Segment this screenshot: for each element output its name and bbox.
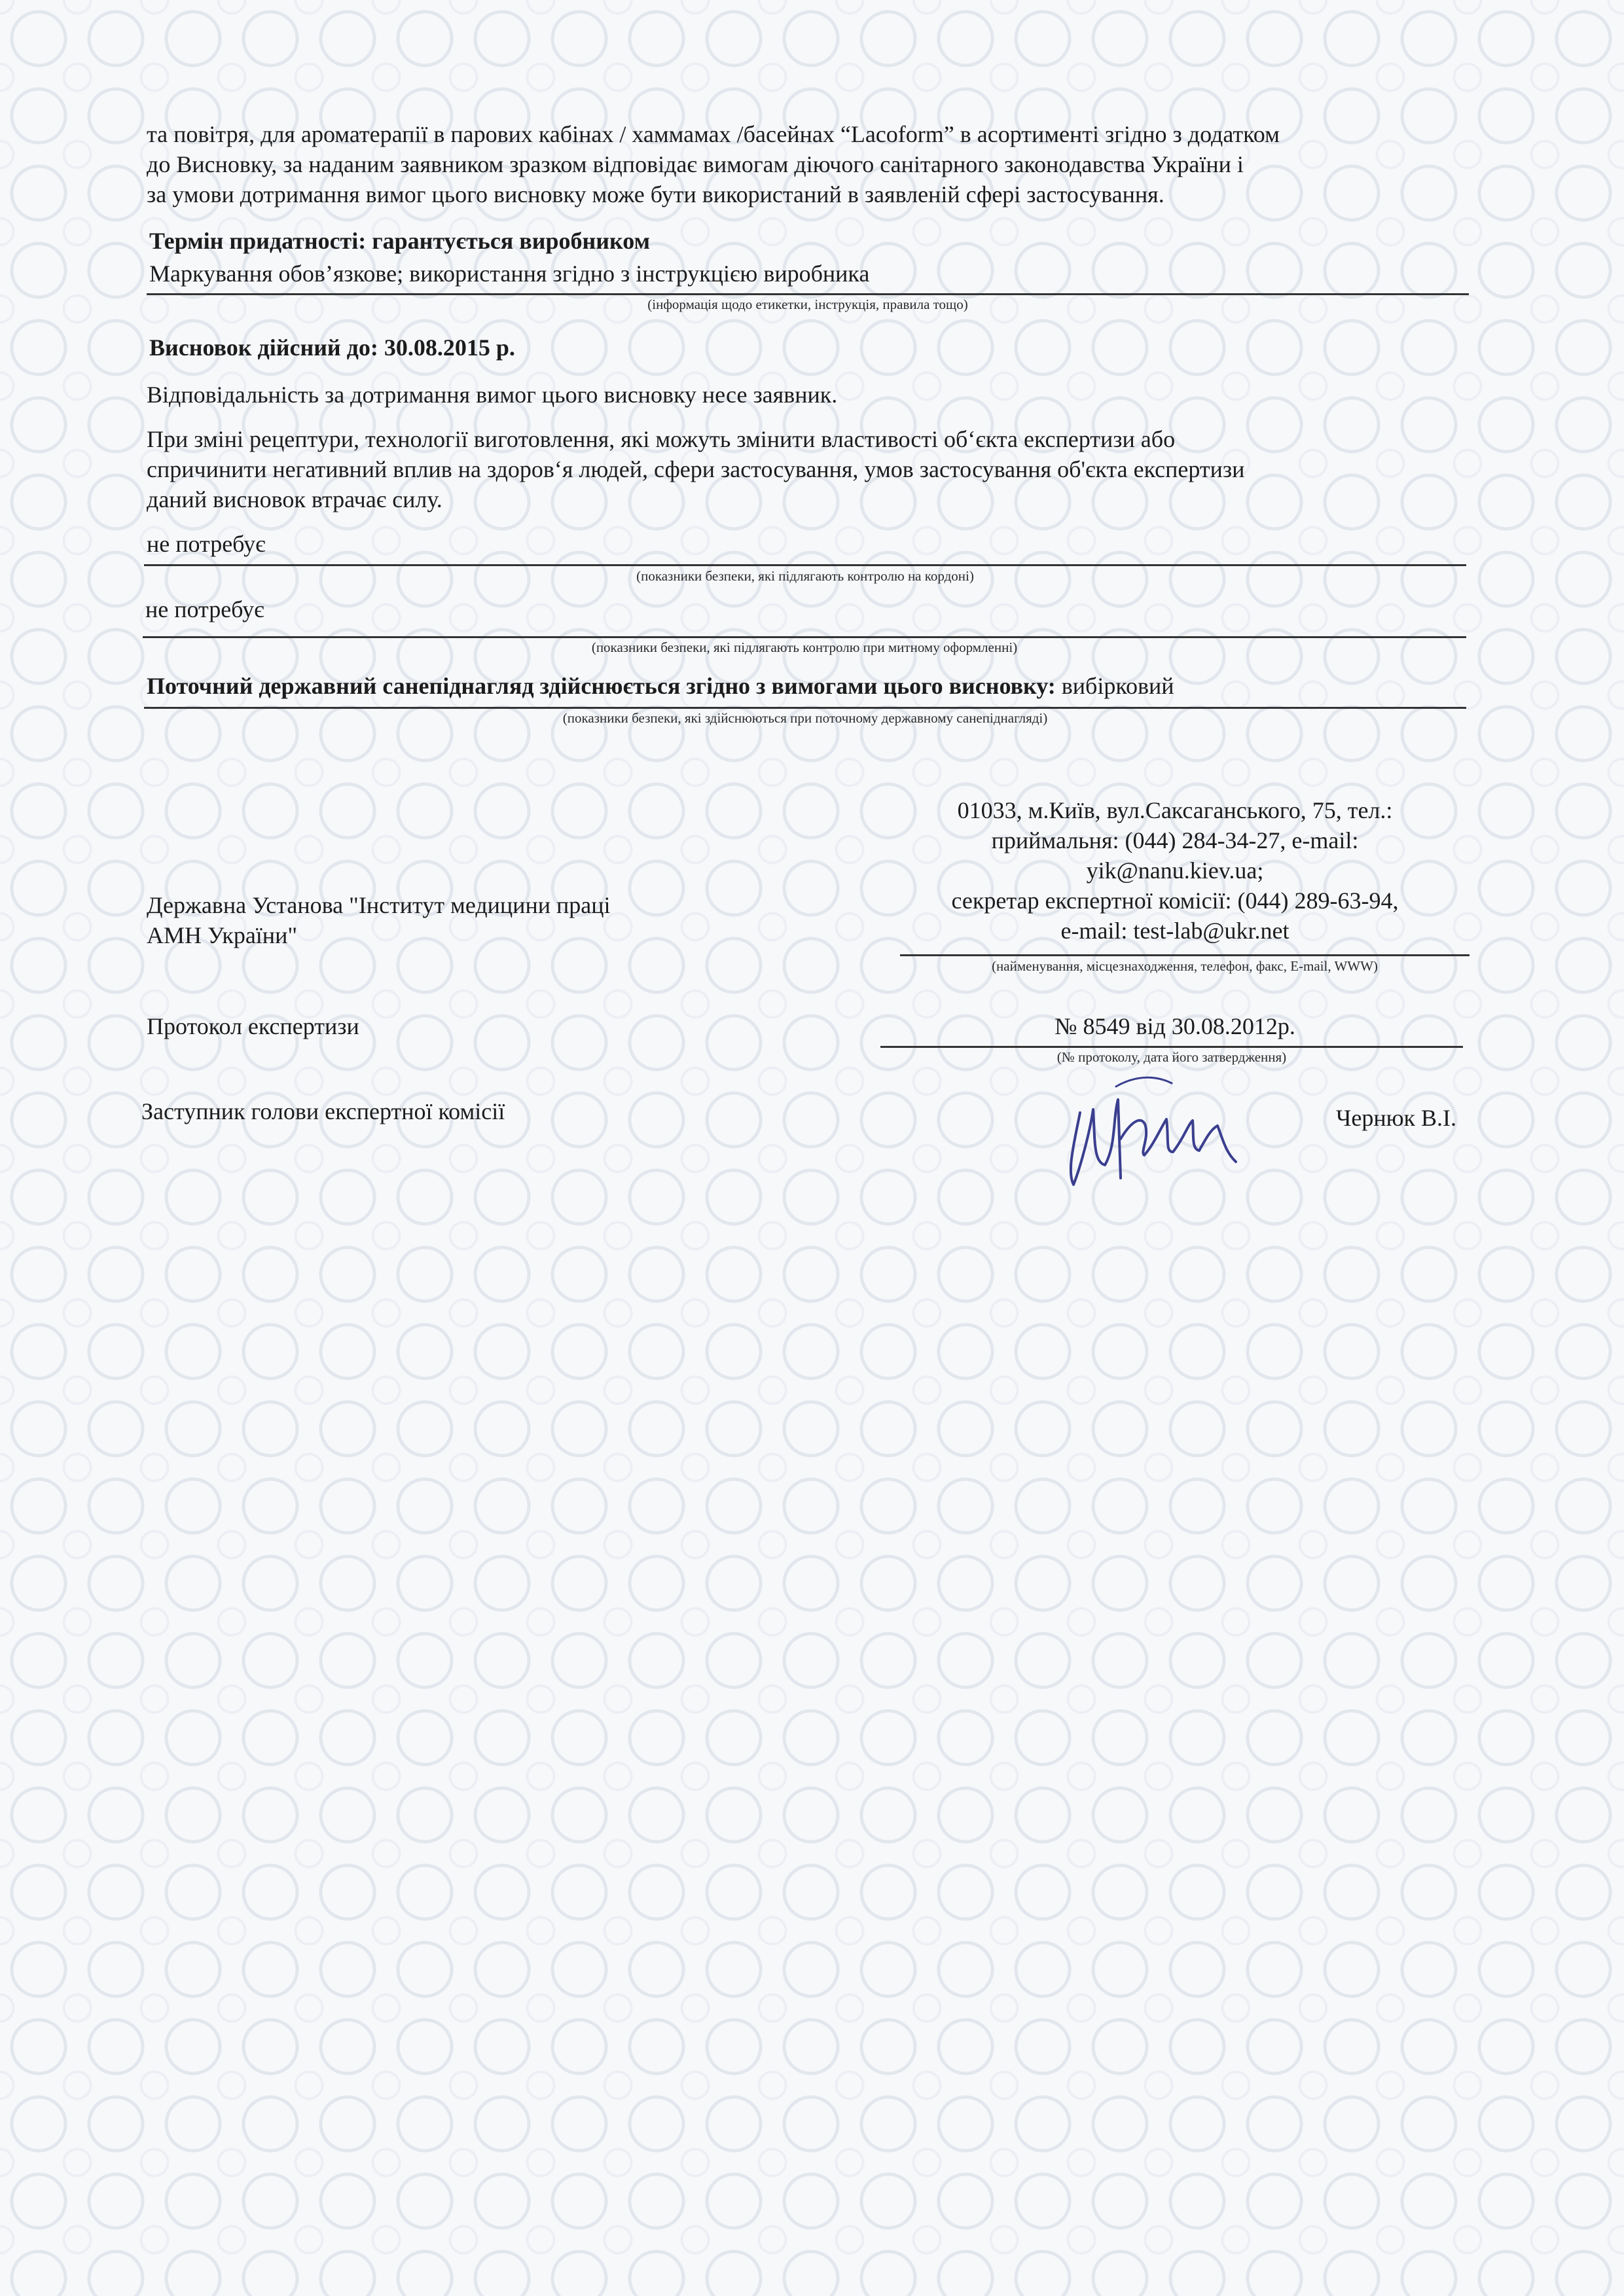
border-control-caption: (показники безпеки, які підлягають контролю на кордоні) [636,568,974,584]
institution-address [880,795,1470,946]
signatory-name: Чернюк В.І. [1335,1105,1456,1131]
intro-line: до Висновку, за наданим заявником зразком відповідає вимогам діючого санітарного законодавства України і [147,151,1244,177]
labeling-rule [147,293,1469,295]
supervision-caption: (показники безпеки, які здійснюються при поточному державному санепіднагляді) [562,710,1048,726]
labeling-caption: (інформація щодо етикетки, інструкція, правила тощо) [647,296,968,312]
intro-line: за умови дотримання вимог цього висновку може бути використаний в заявленій сфері застосування. [147,181,1164,207]
address-line: 01033, м.Київ, вул.Саксаганського, 75, тел.: [957,797,1393,823]
address-line: секретар експертної комісії: (044) 289-63-94, [951,888,1399,914]
protocol-label: Протокол експертизи [147,1013,359,1039]
supervision-rule [144,707,1466,709]
institution-name-line: Державна Установа "Інститут медицини праці [147,892,611,918]
shelf-life: Термін придатності: гарантується виробником [149,228,651,254]
institution-rule [900,954,1470,956]
address-line: приймальня: (044) 284-34-27, e-mail: [991,827,1359,853]
supervision-label: Поточний державний санепіднагляд здійснюється згідно з вимогами цього висновку: [147,673,1056,699]
customs-control-value: не потребує [145,596,264,622]
customs-control-rule [143,636,1466,638]
protocol-value: № 8549 від 30.08.2012р. [1055,1013,1295,1039]
recipe-line: При зміні рецептури, технології виготовлення, які можуть змінити властивості об‘єкта експертизи або [147,426,1176,452]
institution-name [147,890,611,950]
supervision-value: вибірковий [1055,673,1174,699]
protocol-caption: (№ протоколу, дата його затвердження) [1056,1049,1287,1065]
labeling-text: Маркування обов’язкове; використання згідно з інструкцією виробника [149,260,870,287]
signatory-title: Заступник голови експертної комісії [141,1098,505,1124]
recipe-line: спричинити негативний вплив на здоров‘я людей, сфери застосування, умов застосування об'єкта експертизи [147,456,1245,482]
address-line: yik@nanu.kiev.ua; [1086,857,1264,884]
institution-name-line: АМН України" [147,922,298,948]
address-line: e-mail: test-lab@ukr.net [1060,918,1290,944]
valid-until: Висновок дійсний до: 30.08.2015 р. [149,334,515,361]
recipe-change-paragraph [147,424,1482,514]
intro-paragraph [147,119,1482,209]
handwritten-signature-icon [1054,1047,1270,1204]
institution-caption: (найменування, місцезнаходження, телефон, факс, E-mail, WWW) [992,958,1378,974]
supervision-line [147,671,1174,701]
customs-control-caption: (показники безпеки, які підлягають контролю при митному оформленні) [591,639,1018,655]
intro-line: та повітря, для ароматерапії в парових кабінах / хаммамах /басейнах “Lacoform” в асортименті згідно з додатком [147,121,1280,147]
border-control-rule [144,564,1466,566]
recipe-line: даний висновок втрачає силу. [147,486,442,512]
responsibility: Відповідальність за дотримання вимог цього висновку несе заявник. [147,382,838,408]
border-control-value: не потребує [147,531,266,557]
